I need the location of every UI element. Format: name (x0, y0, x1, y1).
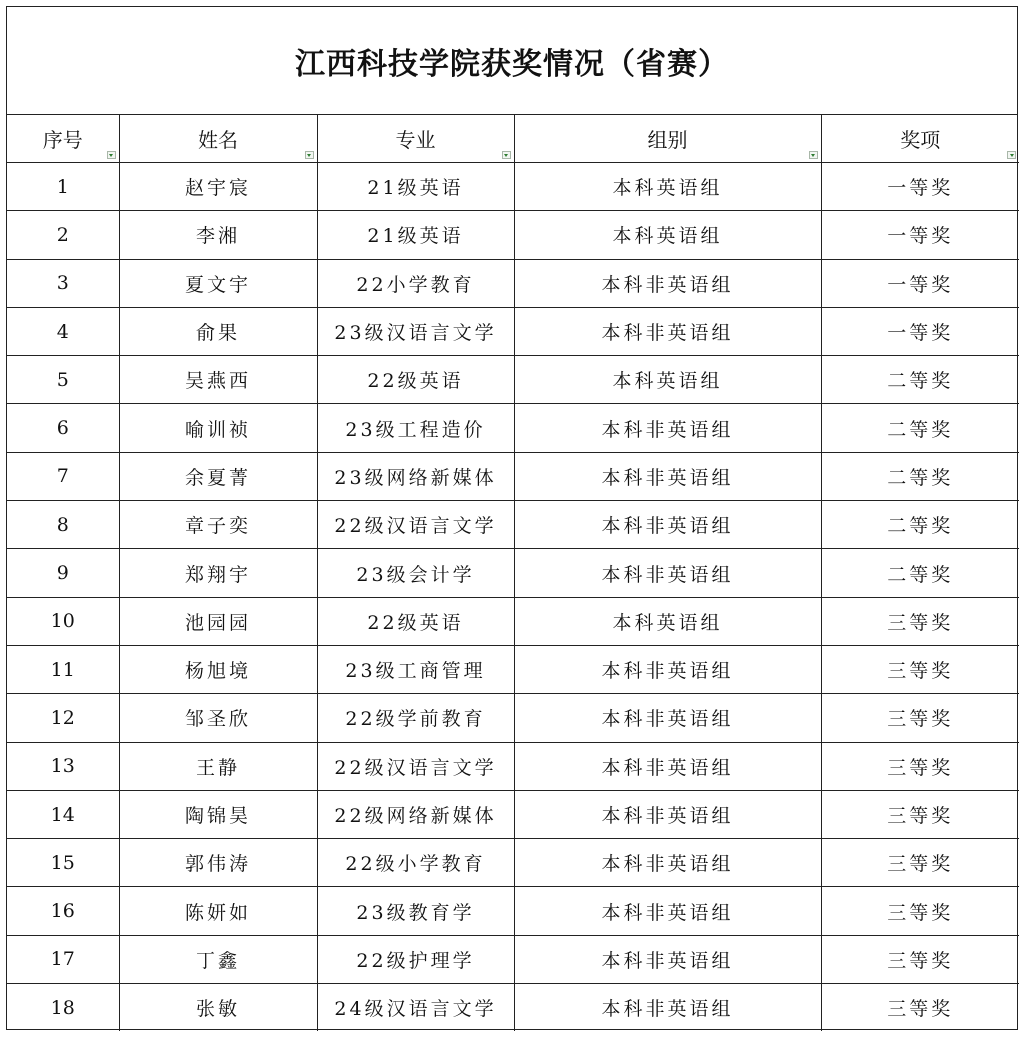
cell-major: 22级学前教育 (317, 694, 514, 742)
table-row (7, 549, 1019, 597)
cell-index: 9 (7, 549, 119, 597)
filter-dropdown-icon[interactable] (809, 151, 818, 159)
cell-major: 22级护理学 (317, 935, 514, 983)
column-header-award (821, 115, 1019, 163)
cell-index: 18 (7, 984, 119, 1032)
cell-group: 本科非英语组 (514, 307, 821, 355)
cell-major: 22级汉语言文学 (317, 742, 514, 790)
cell-major: 24级汉语言文学 (317, 984, 514, 1032)
table-row (7, 259, 1019, 307)
cell-name: 陶锦昊 (119, 790, 317, 838)
cell-index: 11 (7, 645, 119, 693)
cell-group: 本科非英语组 (514, 549, 821, 597)
filter-dropdown-icon[interactable] (502, 151, 511, 159)
cell-award: 三等奖 (821, 790, 1019, 838)
cell-name: 郭伟涛 (119, 839, 317, 887)
cell-group: 本科非英语组 (514, 404, 821, 452)
table-body (7, 163, 1019, 1032)
table-row (7, 984, 1019, 1032)
cell-major: 22小学教育 (317, 259, 514, 307)
cell-award: 一等奖 (821, 259, 1019, 307)
cell-award: 二等奖 (821, 356, 1019, 404)
cell-index: 13 (7, 742, 119, 790)
cell-name: 陈妍如 (119, 887, 317, 935)
cell-name: 李湘 (119, 211, 317, 259)
cell-major: 22级英语 (317, 356, 514, 404)
award-table (7, 115, 1019, 1031)
table-row (7, 645, 1019, 693)
cell-name: 俞果 (119, 307, 317, 355)
table-row (7, 356, 1019, 404)
column-header-name (119, 115, 317, 163)
column-header-major (317, 115, 514, 163)
cell-major: 21级英语 (317, 163, 514, 211)
cell-major: 23级汉语言文学 (317, 307, 514, 355)
cell-award: 三等奖 (821, 645, 1019, 693)
cell-index: 10 (7, 597, 119, 645)
cell-name: 夏文宇 (119, 259, 317, 307)
cell-major: 23级会计学 (317, 549, 514, 597)
cell-name: 喻训祯 (119, 404, 317, 452)
cell-award: 三等奖 (821, 839, 1019, 887)
cell-award: 三等奖 (821, 887, 1019, 935)
cell-name: 邹圣欣 (119, 694, 317, 742)
cell-group: 本科非英语组 (514, 935, 821, 983)
cell-major: 22级网络新媒体 (317, 790, 514, 838)
cell-group: 本科英语组 (514, 163, 821, 211)
column-header-label: 序号 (42, 128, 83, 152)
cell-major: 23级网络新媒体 (317, 452, 514, 500)
cell-group: 本科英语组 (514, 356, 821, 404)
cell-name: 王静 (119, 742, 317, 790)
title-row (7, 7, 1017, 115)
column-header-label: 组别 (647, 128, 688, 152)
cell-major: 22级英语 (317, 597, 514, 645)
cell-group: 本科非英语组 (514, 501, 821, 549)
cell-award: 一等奖 (821, 211, 1019, 259)
table-row (7, 597, 1019, 645)
cell-group: 本科非英语组 (514, 645, 821, 693)
cell-index: 17 (7, 935, 119, 983)
cell-award: 二等奖 (821, 404, 1019, 452)
table-row (7, 790, 1019, 838)
cell-award: 三等奖 (821, 935, 1019, 983)
cell-group: 本科非英语组 (514, 452, 821, 500)
cell-index: 5 (7, 356, 119, 404)
table-row (7, 307, 1019, 355)
cell-name: 吴燕西 (119, 356, 317, 404)
cell-award: 三等奖 (821, 742, 1019, 790)
table-row (7, 211, 1019, 259)
table-row (7, 501, 1019, 549)
column-header-label: 姓名 (198, 128, 238, 152)
cell-index: 4 (7, 307, 119, 355)
cell-index: 7 (7, 452, 119, 500)
cell-group: 本科非英语组 (514, 984, 821, 1032)
cell-index: 6 (7, 404, 119, 452)
cell-major: 23级教育学 (317, 887, 514, 935)
cell-index: 15 (7, 839, 119, 887)
cell-major: 22级汉语言文学 (317, 501, 514, 549)
cell-name: 张敏 (119, 984, 317, 1032)
cell-index: 1 (7, 163, 119, 211)
table-row (7, 742, 1019, 790)
cell-award: 二等奖 (821, 501, 1019, 549)
column-header-label: 专业 (395, 128, 436, 152)
table-row (7, 887, 1019, 935)
cell-group: 本科非英语组 (514, 790, 821, 838)
cell-name: 杨旭境 (119, 645, 317, 693)
cell-name: 赵宇宸 (119, 163, 317, 211)
cell-name: 丁鑫 (119, 935, 317, 983)
cell-index: 14 (7, 790, 119, 838)
column-header-label: 奖项 (900, 128, 941, 152)
table-row (7, 404, 1019, 452)
page-title: 江西科技学院获奖情况（省赛） (295, 46, 729, 82)
cell-major: 22级小学教育 (317, 839, 514, 887)
table-row (7, 452, 1019, 500)
cell-group: 本科非英语组 (514, 259, 821, 307)
column-header-index (7, 115, 119, 163)
column-header-group (514, 115, 821, 163)
cell-index: 2 (7, 211, 119, 259)
cell-major: 21级英语 (317, 211, 514, 259)
table-row (7, 163, 1019, 211)
cell-name: 章子奕 (119, 501, 317, 549)
cell-group: 本科英语组 (514, 597, 821, 645)
cell-index: 16 (7, 887, 119, 935)
cell-group: 本科非英语组 (514, 694, 821, 742)
cell-award: 三等奖 (821, 694, 1019, 742)
cell-award: 一等奖 (821, 163, 1019, 211)
cell-name: 池园园 (119, 597, 317, 645)
filter-dropdown-icon[interactable] (305, 151, 314, 159)
cell-group: 本科非英语组 (514, 742, 821, 790)
table-row (7, 935, 1019, 983)
filter-dropdown-icon[interactable] (1007, 151, 1016, 159)
table-row (7, 839, 1019, 887)
cell-award: 一等奖 (821, 307, 1019, 355)
cell-major: 23级工程造价 (317, 404, 514, 452)
cell-index: 12 (7, 694, 119, 742)
cell-index: 3 (7, 259, 119, 307)
cell-award: 三等奖 (821, 597, 1019, 645)
cell-major: 23级工商管理 (317, 645, 514, 693)
cell-group: 本科英语组 (514, 211, 821, 259)
cell-name: 余夏菁 (119, 452, 317, 500)
award-table-sheet (6, 6, 1018, 1030)
cell-index: 8 (7, 501, 119, 549)
filter-dropdown-icon[interactable] (107, 151, 116, 159)
cell-award: 二等奖 (821, 549, 1019, 597)
cell-group: 本科非英语组 (514, 839, 821, 887)
cell-group: 本科非英语组 (514, 887, 821, 935)
cell-award: 三等奖 (887, 998, 954, 1021)
cell-name: 郑翔宇 (119, 549, 317, 597)
cell-award: 二等奖 (821, 452, 1019, 500)
header-row (7, 115, 1019, 163)
table-row (7, 694, 1019, 742)
